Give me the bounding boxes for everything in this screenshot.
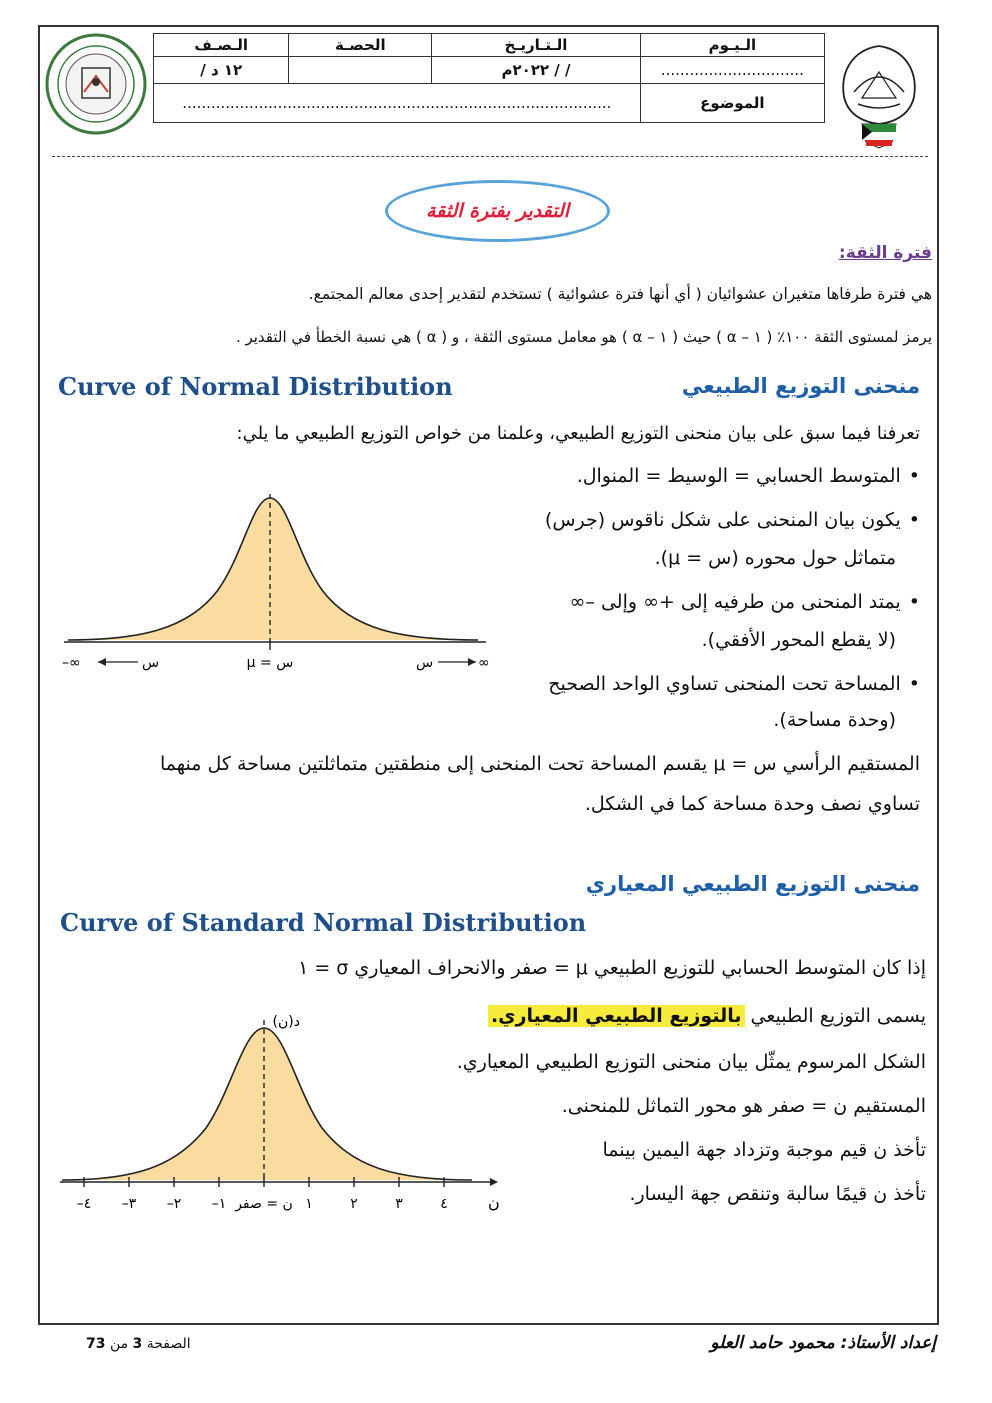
- standard-heading-en: Curve of Standard Normal Distribution: [60, 908, 587, 937]
- normal-para-1: المستقيم الرأسي س = μ يقسم المساحة تحت المنحنى إلى منطقتين متماثلتين مساحة كل منهما: [160, 753, 920, 775]
- footer-total: 73: [86, 1336, 106, 1352]
- axis-label-pos-inf: ∞: [478, 655, 490, 671]
- tick-label: ٣–: [121, 1196, 137, 1212]
- day-value: ..............................: [640, 57, 824, 84]
- topic-value: ..........................................................................................: [154, 84, 641, 123]
- standard-curve-label: د(ن): [272, 1014, 300, 1030]
- header-table: [153, 33, 825, 123]
- page-title: التقدير بفترة الثقة: [425, 200, 570, 222]
- header-divider: [52, 156, 928, 157]
- normal-bullet-3: • يمتد المنحنى من طرفيه إلى +∞ وإلى –∞: [570, 592, 920, 613]
- interval-definition: هي فترة طرفاها متغيران عشوائيان ( أي أنها فترة عشوائية ) تستخدم لتقدير إحدى معالم المجتمع.: [308, 285, 932, 303]
- date-value: / / ٢٠٢٢م: [432, 57, 641, 84]
- footer-page-word: الصفحة: [146, 1336, 191, 1352]
- normal-curve-figure: [58, 480, 498, 680]
- footer-author: إعداد الأستاذ: محمود حامد العلو: [710, 1333, 936, 1353]
- footer-page-num: 3: [132, 1336, 143, 1352]
- col-period-header: الحصـة: [289, 34, 432, 57]
- footer-page: [86, 1336, 191, 1352]
- tick-label: ٤–: [76, 1196, 92, 1212]
- footer-of-word: من: [109, 1336, 129, 1352]
- normal-bullet-2-cont: متماثل حول محوره (س = μ).: [654, 547, 896, 569]
- interval-symbol: يرمز لمستوى الثقة ١٠٠٪ ( ١ – α ) حيث ( ١ – α ) هو معامل مستوى الثقة ، و ( α ) هي نسبة الخطأ في التقدير .: [235, 328, 932, 346]
- standard-line-6: تأخذ ن قيمًا سالبة وتنقص جهة اليسار.: [629, 1183, 926, 1205]
- axis-label-neg-inf: –∞: [62, 655, 81, 671]
- tick-label: ٣: [395, 1196, 403, 1212]
- standard-heading-ar: منحنى التوزيع الطبيعي المعياري: [585, 872, 920, 896]
- col-date-header: الـتـاريـخ: [432, 34, 641, 57]
- standard-line-2-text: يسمى التوزيع الطبيعي: [744, 1005, 926, 1027]
- axis-label-mean: س = μ: [246, 655, 294, 671]
- standard-curve-area: [62, 1028, 472, 1180]
- standard-line-5: تأخذ ن قيم موجبة وتزداد جهة اليمين بينما: [602, 1139, 926, 1161]
- tick-label: ١: [305, 1196, 313, 1212]
- axis-label-left-s: س: [142, 655, 160, 671]
- normal-bullet-2: • يكون بيان المنحنى على شكل ناقوس (جرس): [545, 510, 920, 531]
- standard-highlight: بالتوزيع الطبيعي المعياري.: [488, 1005, 745, 1027]
- standard-line-2: [488, 1006, 926, 1027]
- standard-axis-var: ن: [488, 1193, 500, 1212]
- col-class-header: الـصـف: [154, 34, 289, 57]
- normal-bullet-4: • المساحة تحت المنحنى تساوي الواحد الصحيح: [548, 674, 920, 695]
- standard-line-1: إذا كان المتوسط الحسابي للتوزيع الطبيعي μ = صفر والانحراف المعياري σ = ١: [298, 957, 926, 979]
- normal-heading-en: Curve of Normal Distribution: [58, 372, 453, 401]
- normal-para-2: تساوي نصف وحدة مساحة كما في الشكل.: [584, 793, 920, 815]
- standard-line-4: المستقيم ن = صفر هو محور التماثل للمنحنى.: [561, 1095, 926, 1117]
- normal-bullet-1: • المتوسط الحسابي = الوسيط = المنوال.: [577, 466, 920, 487]
- standard-line-3: الشكل المرسوم يمثّل بيان منحنى التوزيع الطبيعي المعياري.: [456, 1051, 926, 1073]
- interval-heading: فترة الثقة:: [838, 243, 932, 263]
- axis-label-right-s: س: [416, 655, 434, 671]
- tick-label: ١–: [211, 1196, 227, 1212]
- col-day-header: الـيـوم: [640, 34, 824, 57]
- normal-intro: تعرفنا فيما سبق على بيان منحنى التوزيع الطبيعي، وعلمنا من خواص التوزيع الطبيعي ما يلي:: [236, 423, 920, 444]
- tick-label: ٤: [440, 1196, 448, 1212]
- period-value: [289, 57, 432, 84]
- tick-label: ن = صفر: [235, 1196, 293, 1212]
- standard-curve-figure: [56, 1000, 506, 1220]
- normal-bullet-3-cont: (لا يقطع المحور الأفقي).: [701, 629, 896, 651]
- normal-bullet-4-cont: (وحدة مساحة).: [773, 709, 896, 731]
- normal-heading-ar: منحنى التوزيع الطبيعي: [681, 374, 920, 398]
- normal-curve-area: [68, 498, 478, 640]
- title-oval: [385, 180, 610, 242]
- class-value: ١٢ د /: [154, 57, 289, 84]
- tick-label: ٢–: [166, 1196, 182, 1212]
- topic-label: الموضوع: [640, 84, 824, 123]
- tick-label: ٢: [350, 1196, 358, 1212]
- kuwait-emblem: [832, 42, 927, 152]
- school-logo: [44, 32, 148, 136]
